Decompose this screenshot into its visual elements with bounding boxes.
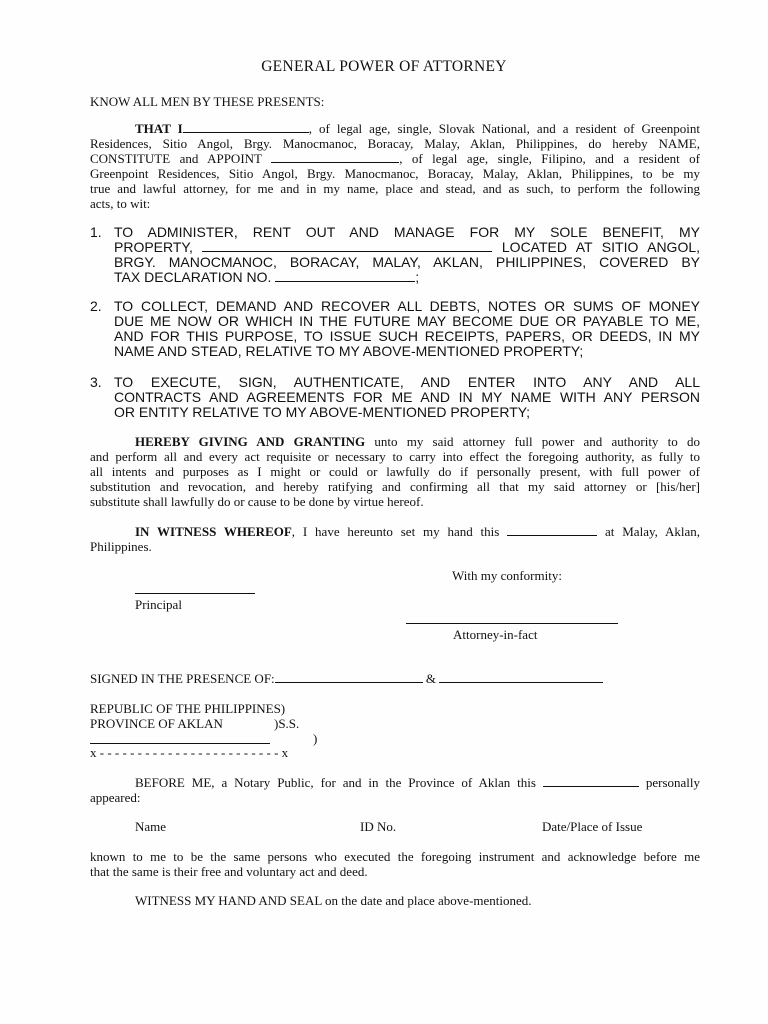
notary-known-line2: that the same is their free and voluntary act and deed.: [90, 864, 368, 879]
item1-number: 1.: [90, 224, 102, 240]
venue-separator: x - - - - - - - - - - - - - - - - - - - - - - - - x: [90, 745, 289, 760]
located-text: LOCATED AT SITIO ANGOL,: [501, 239, 701, 255]
attorney-name-blank: [271, 151, 399, 163]
place-text: at Malay, Aklan,: [605, 524, 701, 539]
property-label: PROPERTY,: [114, 239, 193, 255]
col-date-header: Date/Place of Issue: [542, 819, 643, 834]
tax-decl-blank: [275, 270, 415, 282]
para2-line1-rest: unto my said attorney full power and authority to do: [365, 434, 700, 449]
document-title: GENERAL POWER OF ATTORNEY: [261, 58, 507, 75]
notary-date-blank: [543, 775, 639, 787]
witness-line: [90, 671, 603, 687]
para2-line2: and perform all and every act requisite or necessary to carry into effect the foregoing authority, as fully to: [90, 449, 700, 464]
para3-line1: [90, 524, 700, 540]
property-blank: [202, 240, 492, 252]
para2-line1: [90, 434, 700, 450]
item1-line2: [114, 239, 700, 255]
para1-line2: Residences, Sitio Angol, Brgy. Manocmanoc, Boracay, Malay, Aklan, Philippines, do hereby NAME,: [90, 136, 700, 151]
venue-paren: ): [313, 731, 318, 746]
that-label: THAT I: [135, 121, 183, 136]
para1-line4: Greenpoint Residences, Sitio Angol, Brgy. Manocmanoc, Boracay, Malay, Aklan, Philippines, to be my: [90, 166, 700, 181]
constitute-label: CONSTITUTE and APPOINT: [90, 151, 262, 166]
tax-decl-label: TAX DECLARATION NO.: [114, 269, 272, 285]
intro-heading: KNOW ALL MEN BY THESE PRESENTS:: [90, 94, 325, 109]
para2-line4: substitution and revocation, and hereby ratifying and confirming all that my said attorney or [his/her]: [90, 479, 700, 494]
notary-appeared: appeared:: [90, 790, 141, 805]
para1-line6: acts, to wit:: [90, 196, 151, 211]
venue-province: PROVINCE OF AKLAN: [90, 716, 223, 731]
item1-line1: TO ADMINISTER, RENT OUT AND MANAGE FOR MY SOLE BENEFIT, MY: [114, 224, 700, 240]
witness-whereof-label: IN WITNESS WHEREOF: [135, 524, 292, 539]
item3-line1: TO EXECUTE, SIGN, AUTHENTICATE, AND ENTER INTO ANY AND ALL: [114, 374, 700, 390]
principal-label: Principal: [135, 597, 182, 612]
granting-label: HEREBY GIVING AND GRANTING: [135, 434, 366, 449]
principal-signature-line: [135, 593, 255, 594]
item3-number: 3.: [90, 374, 102, 390]
item2-number: 2.: [90, 298, 102, 314]
para1-line1-rest: , of legal age, single, Slovak National, and a resident of Greenpoint: [308, 121, 700, 136]
notary-seal-line: WITNESS MY HAND AND SEAL on the date and place above-mentioned.: [135, 893, 532, 908]
para3-text: , I have hereunto set my hand this: [291, 524, 500, 539]
item2-line4: NAME AND STEAD, RELATIVE TO MY ABOVE-MENTIONED PROPERTY;: [114, 343, 584, 359]
venue-blank-line: [90, 743, 270, 744]
before-me-text: BEFORE ME, a Notary Public, for and in the Province of Aklan this: [135, 775, 536, 790]
col-name-header: Name: [135, 819, 167, 834]
para2-line5: substitute shall lawfully do or cause to be done by virtue hereof.: [90, 494, 424, 509]
witness1-blank: [275, 671, 423, 683]
witness-label: SIGNED IN THE PRESENCE OF:: [90, 671, 275, 686]
conformity-label: With my conformity:: [452, 568, 562, 583]
para1-line1: [90, 121, 700, 137]
ampersand: &: [425, 671, 437, 686]
venue-republic: REPUBLIC OF THE PHILIPPINES): [90, 701, 286, 716]
item2-line2: DUE ME NOW OR WHICH IN THE FUTURE MAY BECOME DUE OR PAYABLE TO ME,: [114, 313, 700, 329]
item1-line3: BRGY. MANOCMANOC, BORACAY, MALAY, AKLAN, PHILIPPINES, COVERED BY: [114, 254, 700, 270]
venue-ss: )S.S.: [274, 716, 300, 731]
item2-line3: AND FOR THIS PURPOSE, TO ISSUE SUCH RECEIPTS, PAPERS, OR DEEDS, IN MY: [114, 328, 700, 344]
para1-line3-rest: , of legal age, single, Filipino, and a resident of: [399, 151, 700, 166]
para2-line3: all intents and purposes as I might or could or lawfully do if personally present, with full power of: [90, 464, 700, 479]
col-id-header: ID No.: [360, 819, 397, 834]
personally-text: personally: [645, 775, 700, 790]
item3-line3: OR ENTITY RELATIVE TO MY ABOVE-MENTIONED PROPERTY;: [114, 404, 531, 420]
para1-line5: true and lawful attorney, for me and in my name, place and stead, and as such, to perform the following: [90, 181, 700, 196]
item3-line2: CONTRACTS AND AGREEMENTS FOR ME AND IN MY NAME WITH ANY PERSON: [114, 389, 700, 405]
attorney-signature-line: [406, 623, 618, 624]
notary-known-line1: known to me to be the same persons who executed the foregoing instrument and acknowledge before me: [90, 849, 700, 864]
semicolon: ;: [415, 269, 420, 285]
item2-line1: TO COLLECT, DEMAND AND RECOVER ALL DEBTS, NOTES OR SUMS OF MONEY: [114, 298, 700, 314]
attorney-label: Attorney-in-fact: [453, 627, 538, 642]
witness2-blank: [439, 671, 603, 683]
item1-line4: [114, 269, 419, 285]
para3-line2: Philippines.: [90, 539, 152, 554]
notary-line1: [90, 775, 700, 791]
principal-name-blank: [183, 121, 309, 133]
date-blank: [507, 524, 597, 536]
para1-line3: [90, 151, 700, 167]
